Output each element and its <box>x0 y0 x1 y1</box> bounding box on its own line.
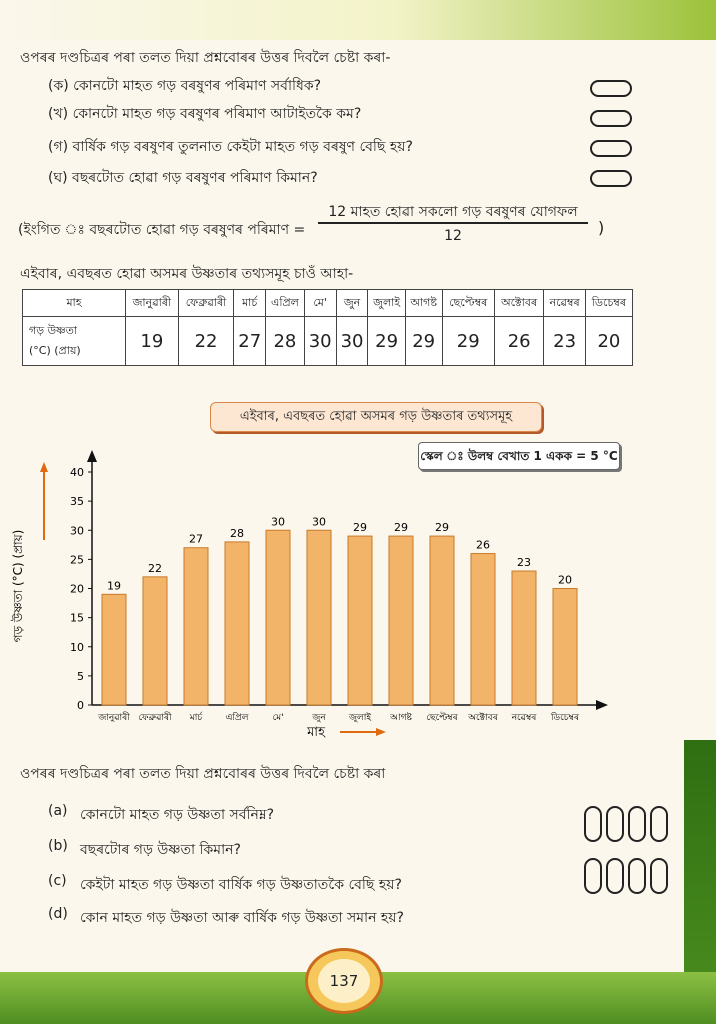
answer-box-2[interactable] <box>590 110 632 127</box>
section2-q4-text: কোন মাহত গড় উষ্ণতা আৰু বাৰ্ষিক গড় উষ্ণতা সমান হয়? <box>80 910 404 926</box>
answer-slot-1[interactable] <box>584 806 602 842</box>
y-tick-label: 10 <box>70 640 84 654</box>
bar-7 <box>389 536 413 705</box>
bar-6 <box>348 536 372 705</box>
x-axis-label: মাহ <box>307 725 325 740</box>
hint-denominator: 12 <box>444 228 462 244</box>
section2-q3-text: কেইটা মাহত গড় উষ্ণতা বাৰ্ষিক গড় উষ্ণতাতকৈ বেছি হয়? <box>80 877 402 893</box>
table-month: জুলাই <box>368 290 405 317</box>
table-value: 29 <box>405 317 442 366</box>
table-header-temperature <box>23 317 126 366</box>
answer-box-3[interactable] <box>590 140 632 157</box>
bar-0 <box>102 594 126 705</box>
section1-question-1: (ক) কোনটো মাহত গড় বৰষুণৰ পৰিমাণ সৰ্বাধিক? <box>48 78 322 94</box>
table-value: 28 <box>266 317 305 366</box>
section2-q2-label: (b) <box>48 838 68 854</box>
table-month: মে' <box>304 290 336 317</box>
table-value: 30 <box>304 317 336 366</box>
table-value: 29 <box>368 317 405 366</box>
section2-q3-label: (c) <box>48 873 67 889</box>
bar-value-label: 27 <box>189 532 203 546</box>
table-value: 30 <box>336 317 368 366</box>
table-value: 23 <box>544 317 585 366</box>
temperature-table <box>22 289 633 366</box>
x-tick-label: ডিচেম্বৰ <box>550 713 580 723</box>
temperature-bar-chart <box>0 440 716 760</box>
chart-banner: এইবাৰ, এবছৰত হোৱা অসমৰ গড় উষ্ণতাৰ তথ্যসমূহ <box>210 402 542 432</box>
bar-value-label: 19 <box>107 579 121 593</box>
bar-value-label: 30 <box>312 515 326 529</box>
page-number-badge <box>305 948 383 1014</box>
answer-slot-5[interactable] <box>584 858 602 894</box>
bar-3 <box>225 542 249 705</box>
hint-fraction-line <box>318 222 588 224</box>
x-tick-label: জুলাই <box>348 713 372 723</box>
section2-q4-label: (d) <box>48 906 68 922</box>
x-tick-label: অক্টোবৰ <box>468 713 498 723</box>
bar-value-label: 28 <box>230 526 244 540</box>
table-intro: এইবাৰ, এবছৰত হোৱা অসমৰ উষ্ণতাৰ তথ্যসমূহ চাওঁ আহা- <box>20 266 354 282</box>
x-label-arrowhead <box>376 728 386 736</box>
y-tick-label: 5 <box>77 669 84 683</box>
x-tick-label: ফেব্ৰুৱাৰী <box>138 713 172 723</box>
x-tick-label: ছেপ্টেম্বৰ <box>426 713 458 723</box>
hint-numerator: 12 মাহত হোৱা সকলো গড় বৰষুণৰ যোগফল <box>328 204 578 220</box>
answer-slot-6[interactable] <box>606 858 624 894</box>
bar-2 <box>184 548 208 705</box>
table-month: ফেব্ৰুৱাৰী <box>178 290 234 317</box>
table-month: আগষ্ট <box>405 290 442 317</box>
table-month: ডিচেম্বৰ <box>585 290 632 317</box>
section2-q2-text: বছৰটোৰ গড় উষ্ণতা কিমান? <box>80 842 241 858</box>
x-tick-label: আগষ্ট <box>390 713 412 723</box>
x-tick-label: মাৰ্চ <box>189 713 203 723</box>
table-month: মাৰ্চ <box>234 290 266 317</box>
section2-q1-label: (a) <box>48 803 68 819</box>
bar-5 <box>307 530 331 705</box>
table-value: 19 <box>126 317 179 366</box>
x-tick-label: জানুৱাৰী <box>98 713 130 723</box>
hint-suffix: ) <box>598 218 605 237</box>
section1-question-3: (গ) বাৰ্ষিক গড় বৰষুণৰ তুলনাত কেইটা মাহত গড় বৰষুণ বেছি হয়? <box>48 139 413 155</box>
y-axis-label: গড় উষ্ণতা (°C) (প্ৰায়) <box>11 529 25 643</box>
table-header-month: মাহ <box>23 290 126 317</box>
answer-slot-8[interactable] <box>650 858 668 894</box>
y-tick-label: 15 <box>70 611 84 625</box>
x-tick-label: এপ্ৰিল <box>225 713 249 723</box>
section2-q1-text: কোনটো মাহত গড় উষ্ণতা সৰ্বনিম্ন? <box>80 807 275 823</box>
bar-value-label: 20 <box>558 573 572 587</box>
bar-value-label: 30 <box>271 515 285 529</box>
answer-box-4[interactable] <box>590 170 632 187</box>
x-tick-label: মে' <box>272 713 284 723</box>
section1-question-2: (খ) কোনটো মাহত গড় বৰষুণৰ পৰিমাণ আটাইতকৈ কম? <box>48 106 362 122</box>
answer-box-1[interactable] <box>590 80 632 97</box>
y-axis-arrowhead <box>87 450 97 462</box>
section1-intro: ওপৰৰ দণ্ডচিত্ৰৰ পৰা তলত দিয়া প্ৰশ্নবোৰৰ উত্তৰ দিবলৈ চেষ্টা কৰা- <box>20 50 391 66</box>
section1-question-4: (ঘ) বছৰটোত হোৱা গড় বৰষুণৰ পৰিমাণ কিমান? <box>48 170 318 186</box>
y-tick-label: 25 <box>70 553 84 567</box>
y-tick-label: 0 <box>77 699 84 712</box>
bar-1 <box>143 577 167 705</box>
hint-prefix: (ইংগিত ঃ বছৰটোত হোৱা গড় বৰষুণৰ পৰিমাণ = <box>18 222 306 238</box>
x-tick-label: নৱেম্বৰ <box>511 713 537 723</box>
table-header-temp-line2: (°C) (প্ৰায়) <box>29 344 81 357</box>
answer-slot-3[interactable] <box>628 806 646 842</box>
table-value: 29 <box>442 317 494 366</box>
section2-intro: ওপৰৰ দণ্ডচিত্ৰৰ পৰা তলত দিয়া প্ৰশ্নবোৰৰ উত্তৰ দিবলৈ চেষ্টা কৰা <box>20 766 386 782</box>
table-value: 20 <box>585 317 632 366</box>
bar-value-label: 26 <box>476 538 490 552</box>
table-month: ছেপ্টেম্বৰ <box>442 290 494 317</box>
x-axis-arrowhead <box>596 700 608 710</box>
bar-value-label: 22 <box>148 561 162 575</box>
table-header-temp-line1: গড় উষ্ণতা <box>29 324 78 337</box>
bar-value-label: 29 <box>435 521 449 535</box>
bar-4 <box>266 530 290 705</box>
y-tick-label: 30 <box>70 524 84 538</box>
bar-value-label: 29 <box>394 521 408 535</box>
chart-bars <box>97 515 580 723</box>
table-month: নৱেম্বৰ <box>544 290 585 317</box>
y-tick-label: 20 <box>70 582 84 596</box>
table-value: 22 <box>178 317 234 366</box>
bar-8 <box>430 536 454 705</box>
bar-value-label: 29 <box>353 521 367 535</box>
bar-value-label: 23 <box>517 556 531 570</box>
bar-9 <box>471 554 495 705</box>
y-label-arrowhead <box>40 462 48 472</box>
table-month: অক্টোবৰ <box>494 290 543 317</box>
table-month: এপ্ৰিল <box>266 290 305 317</box>
top-decor-band <box>0 0 716 40</box>
table-month: জানুৱাৰী <box>126 290 179 317</box>
table-value: 27 <box>234 317 266 366</box>
bar-10 <box>512 571 536 705</box>
answer-slot-2[interactable] <box>606 806 624 842</box>
y-tick-label: 35 <box>70 495 84 509</box>
answer-slot-4[interactable] <box>650 806 668 842</box>
scale-note: স্কেল ঃ উলম্ব বেখাত 1 একক = 5 °C <box>418 442 620 470</box>
answer-slot-7[interactable] <box>628 858 646 894</box>
bar-11 <box>553 589 577 706</box>
table-month: জুন <box>336 290 368 317</box>
y-tick-label: 40 <box>70 466 84 479</box>
x-tick-label: জুন <box>312 713 326 723</box>
page-number: 137 <box>318 959 370 1003</box>
table-value: 26 <box>494 317 543 366</box>
